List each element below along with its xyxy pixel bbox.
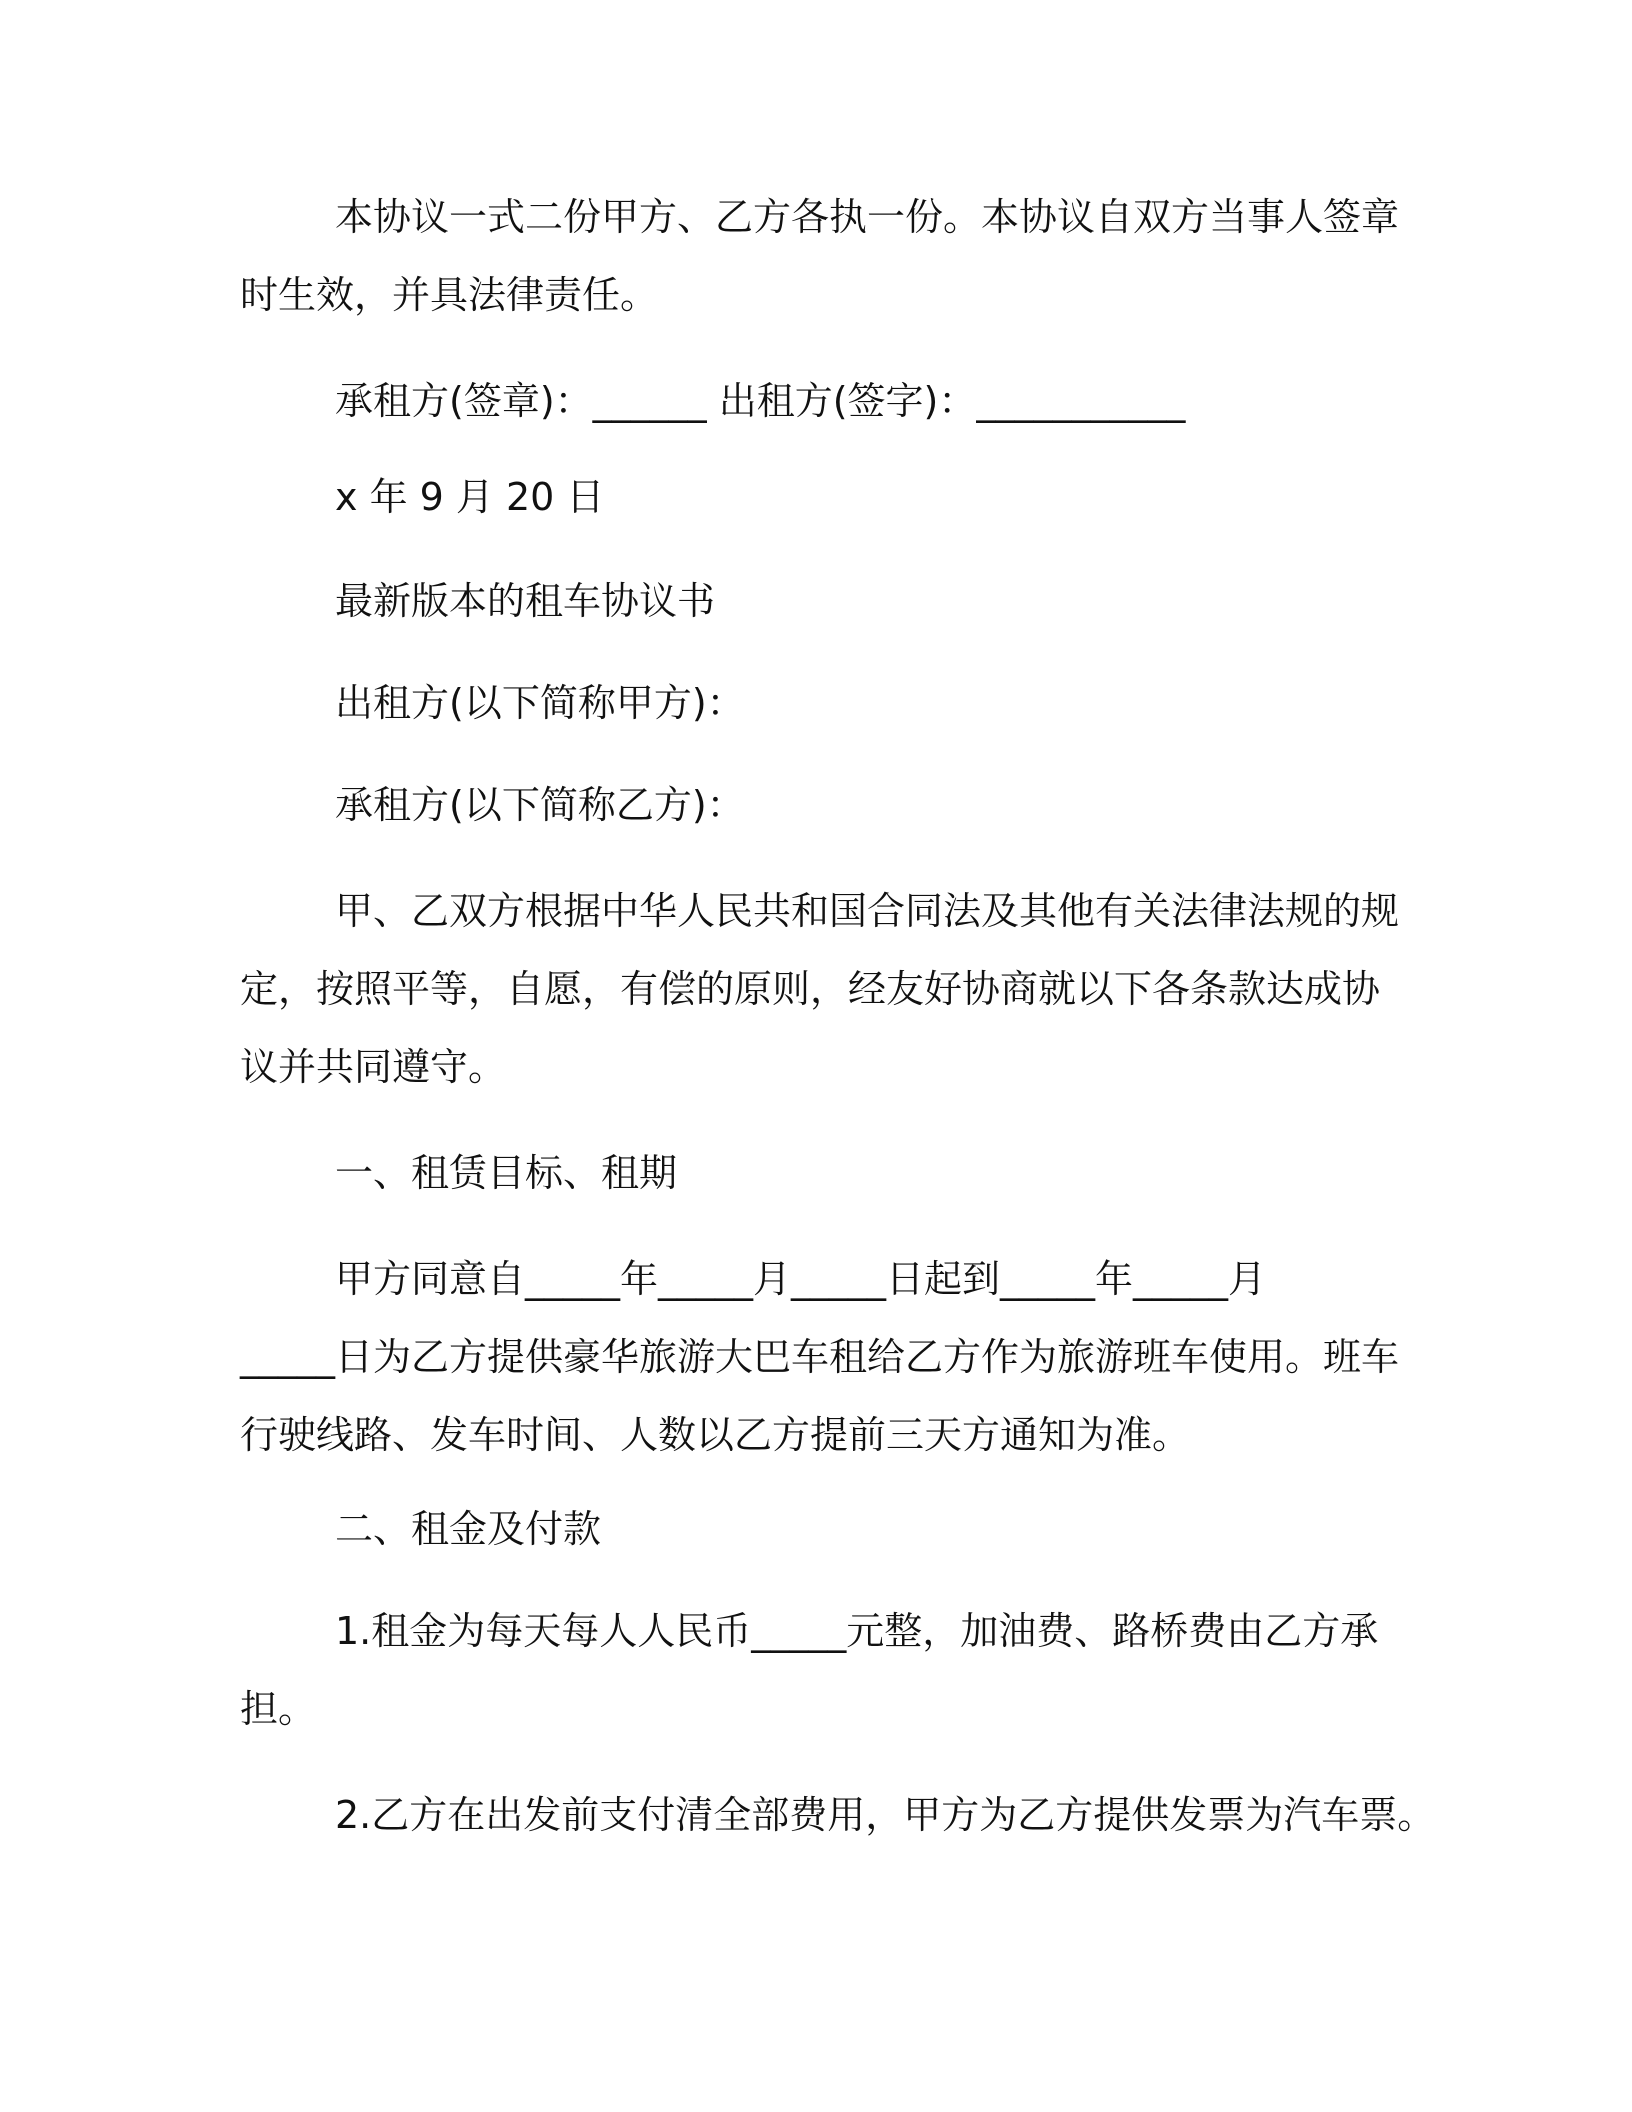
text-line: 承租方(以下简称乙方)： <box>335 783 745 827</box>
section-heading-lease-term <box>240 1134 1400 1212</box>
text-line: 定，按照平等，自愿，有偿的原则，经友好协商就以下各条款达成协 <box>240 967 1381 1011</box>
text-line: 甲、乙双方根据中华人民共和国合同法及其他有关法律法规的规 <box>335 889 1400 933</box>
lessor-line <box>240 664 1400 742</box>
text-line: 1.租金为每天每人人民币_____元整，加油费、路桥费由乙方承 <box>335 1609 1379 1653</box>
signature-line <box>240 362 1400 440</box>
text-line: 本协议一式二份甲方、乙方各执一份。本协议自双方当事人签章 <box>335 195 1400 239</box>
paragraph-rent-amount <box>240 1592 1400 1748</box>
text-line: 二、租金及付款 <box>335 1507 602 1551</box>
text-line: 甲方同意自_____年_____月_____日起到_____年_____月 <box>335 1257 1267 1301</box>
text-line: 行驶线路、发车时间、人数以乙方提前三天方通知为准。 <box>240 1413 1191 1457</box>
paragraph-preamble <box>240 872 1400 1106</box>
date-line <box>240 458 1400 536</box>
text-line: 出租方(以下简称甲方)： <box>335 681 745 725</box>
text-line: 2.乙方在出发前支付清全部费用，甲方为乙方提供发票为汽车票。 <box>335 1793 1436 1837</box>
paragraph-payment-terms <box>240 1776 1436 1854</box>
text-line: 一、租赁目标、租期 <box>335 1151 678 1195</box>
document-title <box>240 562 1400 640</box>
paragraph-lease-term <box>240 1240 1400 1474</box>
text-line: 承租方(签章)：______ 出租方(签字)：___________ <box>335 379 1186 423</box>
lessee-line <box>240 766 1400 844</box>
text-line: 议并共同遵守。 <box>240 1045 507 1089</box>
text-line: _____日为乙方提供豪华旅游大巴车租给乙方作为旅游班车使用。班车 <box>240 1335 1400 1379</box>
text-line: 担。 <box>240 1687 317 1731</box>
text-line: x 年 9 月 20 日 <box>335 475 605 519</box>
section-heading-rent-payment <box>240 1490 1400 1568</box>
text-line: 时生效，并具法律责任。 <box>240 273 659 317</box>
paragraph-signing-effect <box>240 178 1400 334</box>
text-line: 最新版本的租车协议书 <box>335 579 716 623</box>
